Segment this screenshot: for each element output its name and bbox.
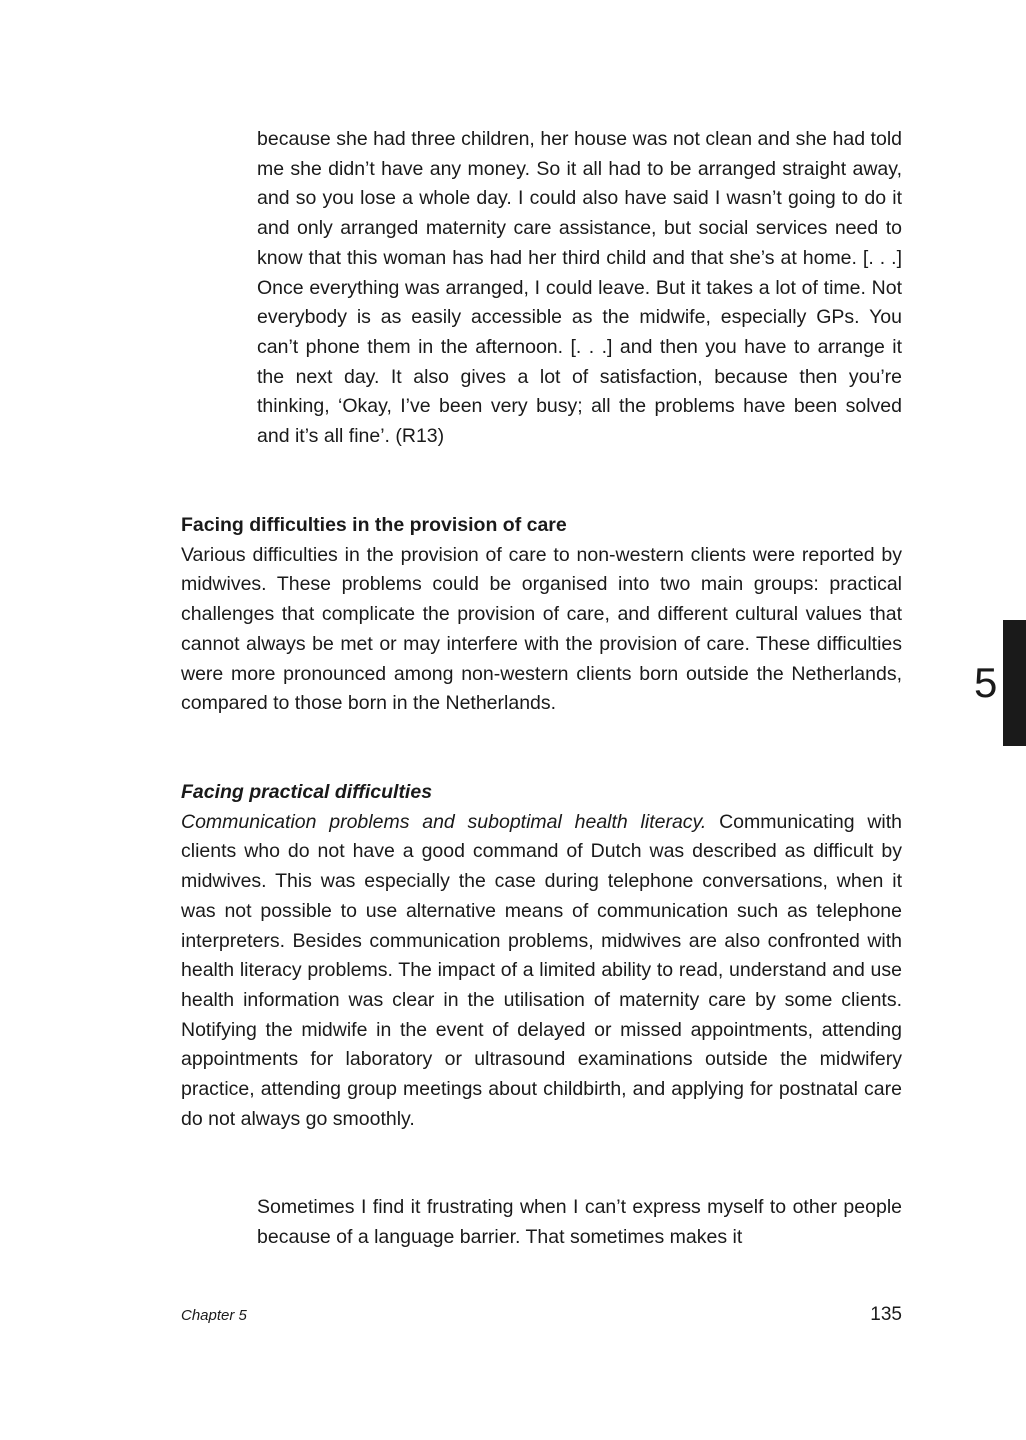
subsection-heading: Facing practical difficulties <box>181 781 433 803</box>
running-footer-chapter: Chapter 5 <box>181 1307 247 1324</box>
paragraph-run-in-heading: Communication problems and suboptimal health literacy. <box>181 810 707 833</box>
page-number: 135 <box>870 1304 902 1325</box>
quote-text: Sometimes I find it frustrating when I can’t express myself to other people because of a language barrier. That sometimes makes it <box>257 1196 902 1248</box>
chapter-thumb-tab <box>1003 620 1026 746</box>
section-body: Various difficulties in the provision of care to non-western clients were reported by midwives. These problems could be organised into two main groups: practical challenges that complicate the provision of care, and different cultural values that cannot always be met or may interfere with the provision of care. These difficulties were more pronounced among non-western clients born outside the Netherlands, compared to those born in the Netherlands. <box>181 543 902 715</box>
section-difficulties-provision <box>181 511 902 719</box>
section-practical-difficulties <box>181 778 902 1134</box>
paragraph-body: Communicating with clients who do not have a good command of Dutch was described as difficult by midwives. This was especially the case during telephone conversations, when it was not possible to use alternative means of communication such as telephone interpreters. Besides communication problems, midwives are also confronted with health literacy problems. The impact of a limited ability to read, understand and use health information was clear in the utilisation of maternity care by some clients. Notifying the midwife in the event of delayed or missed appointments, attending appointments for laboratory or ultrasound examinations outside the midwifery practice, attending group meetings about childbirth, and applying for postnatal care do not always go smoothly. <box>181 810 902 1130</box>
quote-text: because she had three children, her house was not clean and she had told me she didn’t have any money. So it all had to be arranged straight away, and so you lose a whole day. I could also have said I wasn’t going to do it and only arranged maternity care assistance, but social services need to know that this woman has had her third child and that she’s at home. [. . .] Once everything was arranged, I could leave. But it takes a lot of time. Not everybody is as easily accessible as the midwife, especially GPs. You can’t phone them in the afternoon. [. . .] and then you have to arrange it the next day. It also gives a lot of satisfaction, because then you’re thinking, ‘Okay, I’ve been very busy; all the problems have been solved and it’s all fine’. (R13) <box>257 128 902 448</box>
block-quote-r13 <box>257 125 902 452</box>
section-heading: Facing difficulties in the provision of care <box>181 514 567 536</box>
block-quote-language-barrier <box>257 1193 902 1252</box>
chapter-tab-number: 5 <box>974 659 998 706</box>
